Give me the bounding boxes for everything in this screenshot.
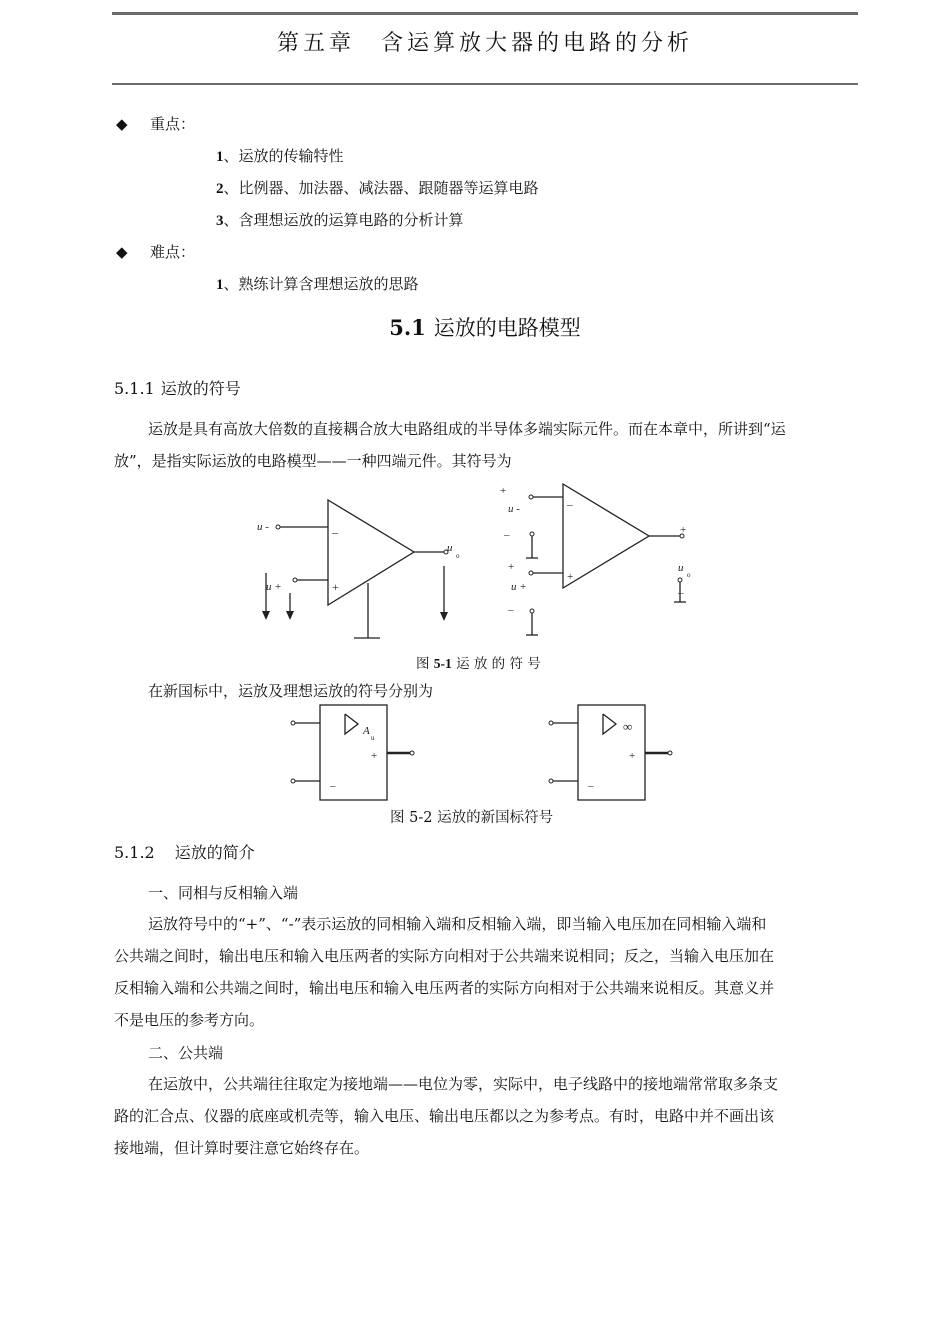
figure-5-1-opamp-symbols [250, 478, 710, 643]
label-u-o: u [678, 562, 684, 574]
paragraph-line: 放”，是指实际运放的电路模型——一种四端元件。其符号为 [114, 452, 512, 470]
paragraph-line: 路的汇合点、仪器的底座或机壳等，输入电压、输出电压都以之为参考点。有时，电路中并不画出该 [114, 1107, 775, 1125]
diamond-bullet-icon: ◆ [116, 115, 128, 133]
paragraph-line: 运放是具有高放大倍数的直接耦合放大电路组成的半导体多端实际元件。而在本章中，所讲到“运 [148, 420, 786, 438]
plus-sign: + [332, 580, 339, 594]
paragraph-line: 接地端，但计算时要注意它始终存在。 [114, 1139, 370, 1157]
subsection-title [114, 840, 255, 863]
item-number: 2 [216, 181, 224, 197]
paragraph-line: 在运放中，公共端往往取定为接地端——电位为零，实际中，电子线路中的接地端常常取多条支 [148, 1075, 779, 1093]
subsection-title-text: 运放的符号 [160, 379, 241, 398]
infinity-symbol: ∞ [623, 719, 633, 734]
subheading: 一、同相与反相输入端 [148, 884, 299, 902]
key-points-label: 重点： [150, 115, 196, 133]
section-title-text: 运放的电路模型 [433, 316, 581, 340]
opamp-triangle-right [563, 484, 649, 588]
item-text: 、运放的传输特性 [223, 147, 344, 165]
key-point-item [216, 210, 464, 231]
key-points-heading [116, 114, 195, 134]
item-number: 1 [216, 149, 224, 165]
key-point-item [216, 146, 344, 167]
label-sub-o: o [456, 552, 460, 560]
header-rule-bottom [112, 83, 858, 85]
figure-5-1-caption: 图 5-1 运 放 的 符 号 [416, 656, 541, 672]
item-text: 、比例器、加法器、减法器、跟随器等运算电路 [223, 179, 539, 197]
difficult-points-label: 难点： [150, 243, 196, 261]
section-title [112, 312, 858, 342]
key-point-item [216, 178, 539, 199]
chapter-title: 第五章 含运算放大器的电路的分析 [276, 31, 693, 56]
label-u-minus: u - [257, 521, 269, 533]
minus-sign: – [330, 780, 336, 792]
plus-sign: + [508, 561, 515, 573]
plus-sign: + [500, 485, 507, 497]
label-gain-a: A [363, 725, 370, 737]
subsection-number: 5.1.1 [114, 379, 155, 398]
difficult-points-heading [116, 242, 195, 262]
difficult-point-item [216, 274, 419, 295]
item-text: 、熟练计算含理想运放的思路 [223, 275, 419, 293]
opamp-triangle-left [328, 500, 414, 605]
paragraph-line: 公共端之间时，输出电压和输入电压两者的实际方向相对于公共端来说相同；反之，当输入电压加在 [114, 947, 775, 965]
item-number: 1 [216, 277, 224, 293]
label-u-plus: u + [266, 581, 282, 593]
figure-5-2-caption: 图 5-2 运放的新国标符号 [390, 810, 554, 826]
figure-5-2-new-standard-symbols [285, 700, 685, 806]
plus-sign: + [567, 571, 574, 583]
minus-sign: – [504, 529, 510, 541]
item-number: 3 [216, 213, 224, 229]
minus-sign: – [588, 780, 594, 792]
plus-sign: + [680, 524, 687, 536]
diamond-bullet-icon: ◆ [116, 243, 128, 261]
label-sub-u: u [371, 734, 375, 742]
paragraph-line: 不是电压的参考方向。 [114, 1011, 265, 1029]
minus-sign: – [332, 525, 338, 539]
minus-sign: – [508, 604, 514, 616]
plus-sign: + [371, 750, 378, 762]
minus-sign: – [567, 499, 573, 511]
subsection-title-text: 运放的简介 [174, 843, 255, 862]
plus-sign: + [629, 750, 636, 762]
subsection-number: 5.1.2 [114, 843, 155, 862]
label-u-o: u [447, 542, 453, 554]
new-standard-text: 在新国标中，运放及理想运放的符号分别为 [148, 682, 434, 700]
paragraph-line: 反相输入端和公共端之间时，输出电压和输入电压两者的实际方向相对于公共端来说相反。其意义并 [114, 979, 775, 997]
label-sub-o: o [687, 571, 691, 579]
label-u-plus: u + [511, 581, 527, 593]
subsection-title [114, 376, 241, 399]
paragraph-line: 运放符号中的“+”、“-”表示运放的同相输入端和反相输入端，即当输入电压加在同相输入端和 [148, 915, 767, 933]
subheading: 二、公共端 [148, 1044, 224, 1062]
section-number: 5.1 [389, 315, 426, 340]
header-rule-top [112, 12, 858, 15]
minus-sign: – [678, 587, 684, 599]
item-text: 、含理想运放的运算电路的分析计算 [223, 211, 464, 229]
label-u-minus: u - [508, 503, 520, 515]
